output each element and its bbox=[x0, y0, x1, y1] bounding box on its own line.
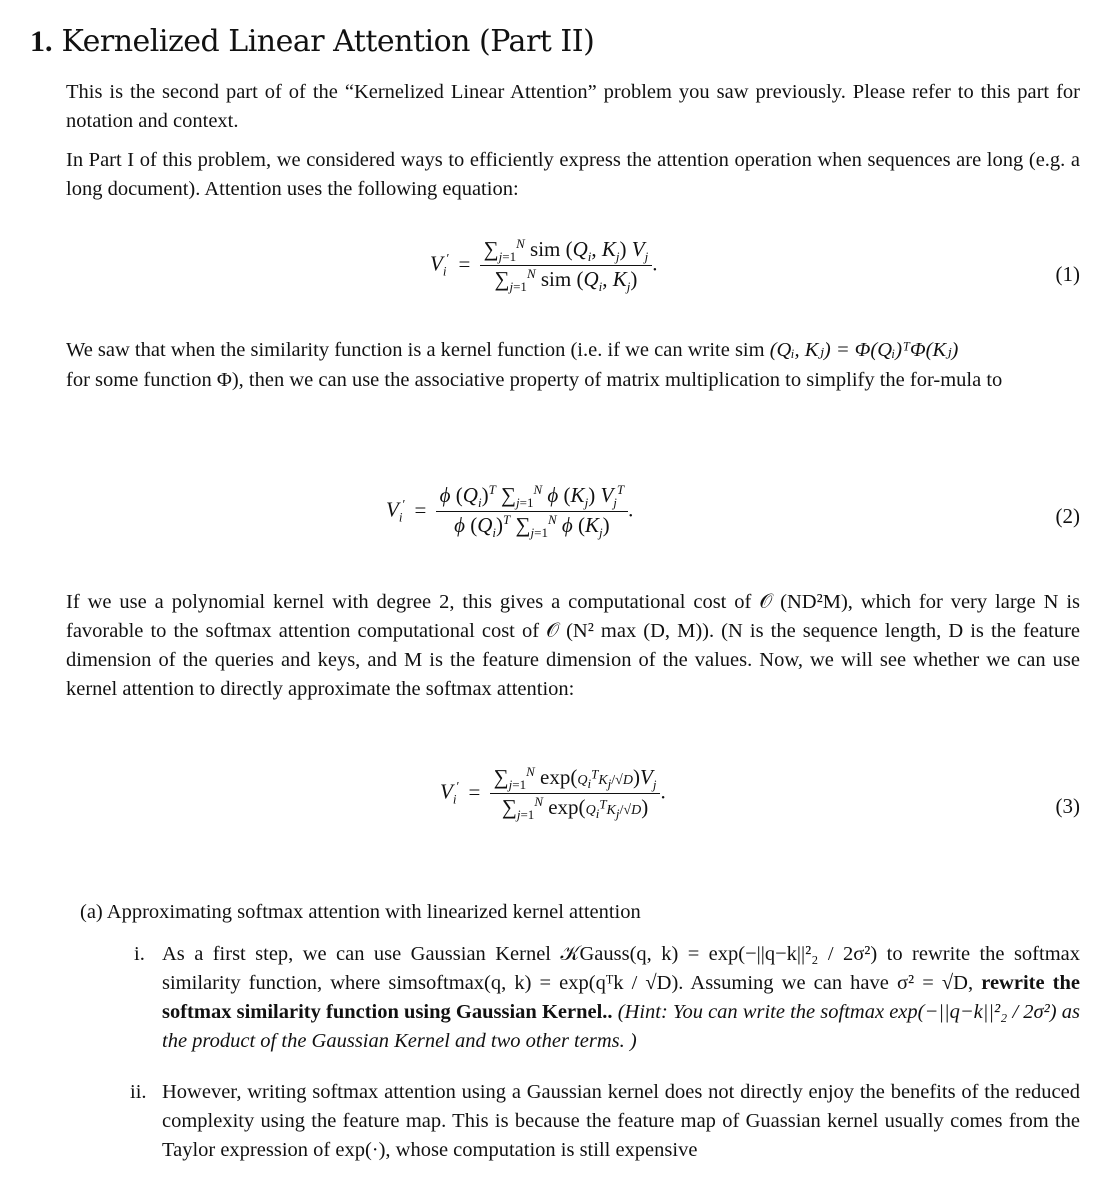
subpart-ii-text: However, writing softmax attention using a Gaussian kernel does not directly enjoy the benefits of the reduced complexity using the feature map. This is because the feature map of Guassian kernel usually comes from the Taylor expression of exp(·), whose computation is still expensive bbox=[162, 1081, 1080, 1161]
kernel-inline-formula: (Qᵢ, Kⱼ) = Φ(Qᵢ)ᵀΦ(Kⱼ) bbox=[769, 339, 959, 361]
subpart-i-hint: (Hint: You can write the softmax exp(−||q−k||²₂ / 2σ²) as the product of the Gaussian Kernel and two other terms. ) bbox=[162, 1001, 1080, 1052]
problem-title bbox=[30, 18, 594, 60]
subpart-a bbox=[80, 898, 641, 927]
equation-2-number: (2) bbox=[1055, 504, 1080, 528]
problem-title-text: Kernelized Linear Attention (Part II) bbox=[61, 24, 595, 59]
kernel-paragraph-line2: for some function Φ), then we can use the associative property of matrix multiplication to simplify the for-mula to bbox=[66, 369, 1003, 391]
subpart-i-text: As a first step, we can use Gaussian Kernel 𝒦Gauss(q, k) = exp(−||q−k||²₂ / 2σ²) to rewrite the softmax similarity function, where simsoftmax(q, k) = exp(qᵀk / √D). Assuming we can have σ² = √D, bbox=[162, 943, 1080, 994]
subpart-a-title: Approximating softmax attention with linearized kernel attention bbox=[106, 901, 641, 923]
kernel-text-a: We saw that when the similarity function is a kernel function (i.e. if we can write sim bbox=[66, 339, 765, 361]
equation-1-number: (1) bbox=[1055, 262, 1080, 286]
intro-paragraph-1: This is the second part of of the “Kernelized Linear Attention” problem you saw previously. Please refer to this part for notation and context. bbox=[66, 81, 1080, 132]
subpart-i-bold-instruction: rewrite the softmax similarity function using Gaussian Kernel.. bbox=[162, 972, 1081, 1023]
kernel-paragraph-line1 bbox=[66, 336, 1116, 365]
polynomial-paragraph: If we use a polynomial kernel with degree 2, this gives a computational cost of 𝒪 (ND²M), which for very large N is favorable to the softmax attention computational cost of 𝒪 (N² max (D, M)). (N is the sequence length, D is the feature dimension of the queries and keys, and M is the feature dimension of the values. Now, we will see whether we can use kernel attention to directly approximate the softmax attention: bbox=[66, 591, 1080, 700]
subpart-i-body bbox=[162, 940, 1080, 1056]
subpart-ii-label: ii. bbox=[130, 1081, 147, 1103]
intro-paragraph-2: In Part I of this problem, we considered ways to efficiently express the attention operation when sequences are long (e.g. a long document). Attention uses the following equation: bbox=[66, 149, 1080, 200]
subpart-a-label: (a) bbox=[80, 901, 103, 923]
equation-1: $V_i'$ = $\frac{\sum_{j=1}^N sim (Q_i, K_j) V_j}{\sum_{j=1}^N sim (Q_i, K_j)}$ . bbox=[430, 236, 658, 295]
problem-number: 1. bbox=[30, 25, 53, 58]
subpart-i-label: i. bbox=[134, 943, 145, 965]
equation-3-number: (3) bbox=[1055, 794, 1080, 818]
equation-2: $V_i'$ = $\frac{\phi (Q_i)^T \sum_{j=1}^N \phi (K_j) V_j^T}{\phi (Q_i)^T \sum_{j=1}^N \phi (K_j)}$ . bbox=[386, 482, 634, 541]
equation-3: $V_i'$ = $\frac{\sum_{j=1}^N \exp(Q_i^TK_j/√D)V_j}{\sum_{j=1}^N \exp(Q_i^TK_j/√D)}$ . bbox=[440, 764, 666, 823]
